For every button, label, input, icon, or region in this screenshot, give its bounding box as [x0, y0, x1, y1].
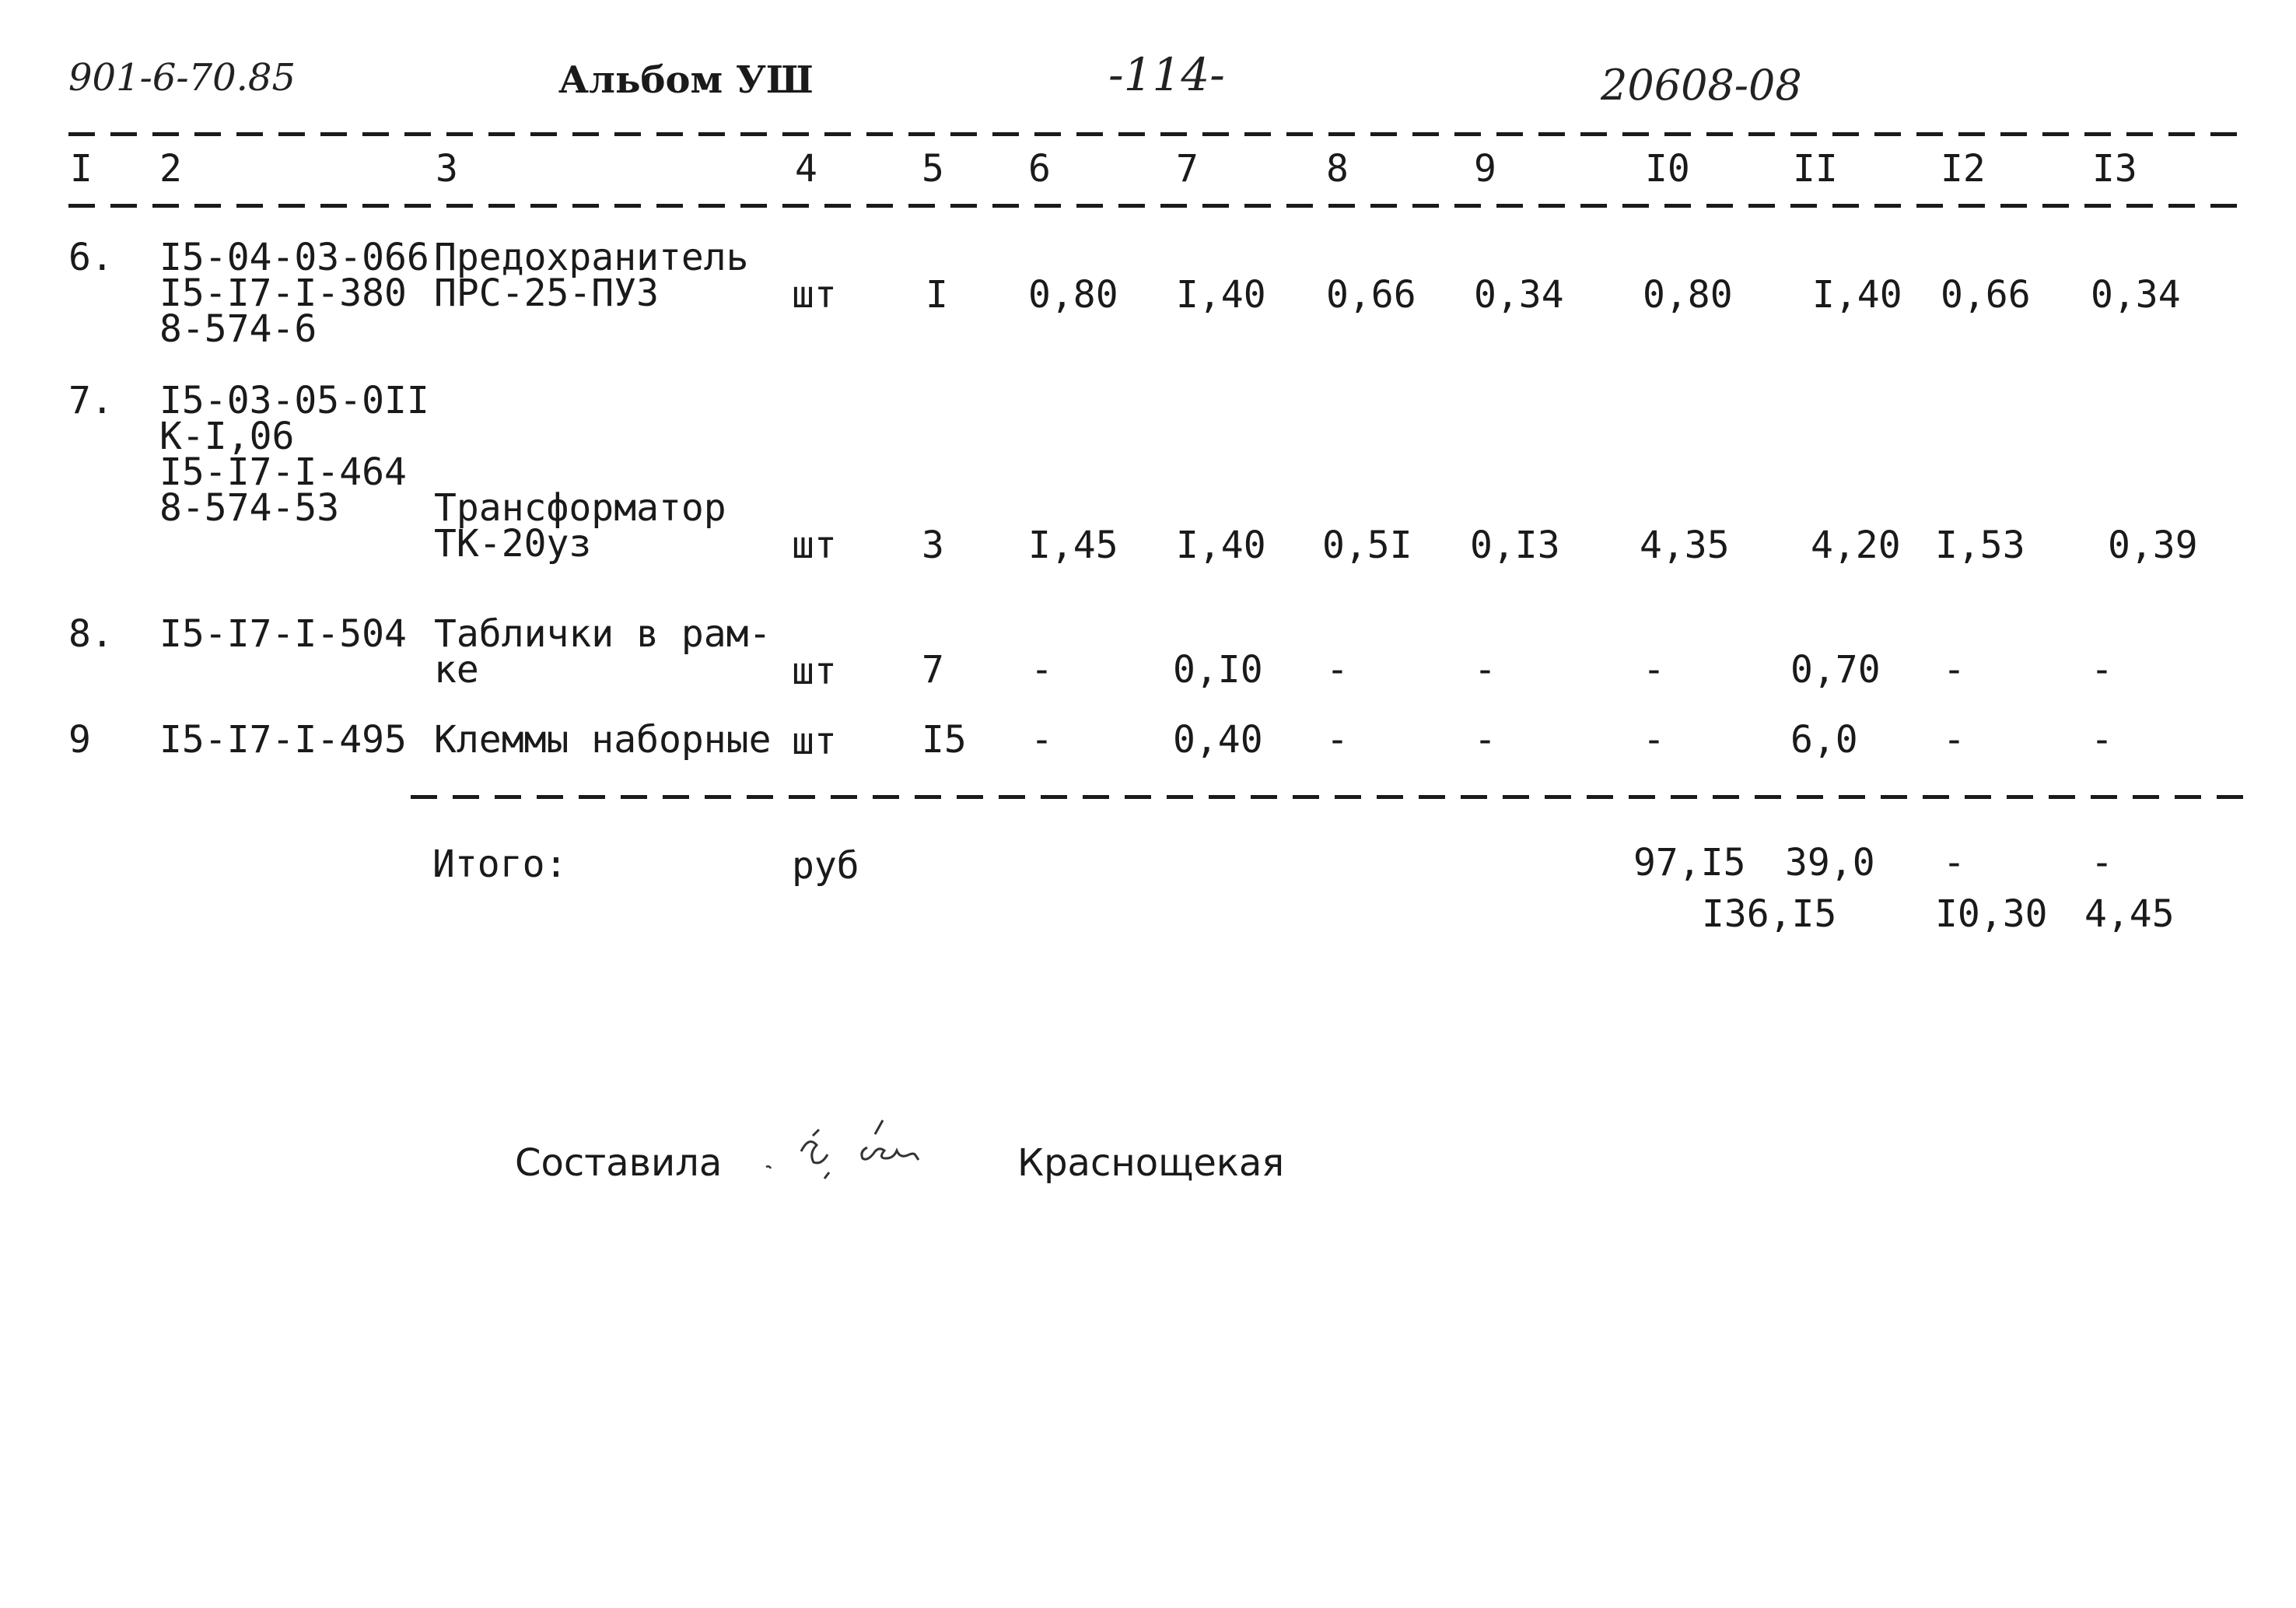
name-line: ПРС-25-ПУЗ	[434, 272, 659, 315]
row-qty: 3	[922, 524, 944, 567]
name-line: Трансформатор	[434, 486, 726, 530]
name-line: Предохранитель	[434, 236, 749, 279]
column-header: 3	[436, 147, 458, 191]
code-line: 8-574-53	[159, 486, 340, 530]
name-line: Клеммы наборные	[434, 718, 772, 762]
row-col12: I,53	[1935, 524, 2025, 567]
column-header: 9	[1474, 147, 1496, 191]
column-header: 4	[795, 147, 817, 191]
row-col10: -	[1643, 648, 1665, 692]
total-sum-10-11: I36,I5	[1702, 892, 1837, 936]
total-unit: руб	[792, 844, 859, 888]
row-col13: 0,34	[2091, 273, 2181, 317]
row-col8: 0,66	[1326, 273, 1416, 317]
totals-rule	[411, 795, 2254, 799]
compiled-by-label: Составила	[515, 1141, 723, 1185]
column-header: I3	[2092, 147, 2137, 191]
row-name	[434, 236, 749, 315]
row-codes	[159, 236, 429, 351]
row-unit: шт	[792, 650, 837, 693]
row-col6: -	[1031, 648, 1053, 692]
code-line: I5-I7-I-495	[159, 718, 407, 762]
row-col6: -	[1031, 718, 1053, 762]
code-line: K-I,06	[159, 415, 295, 458]
row-col7: 0,40	[1173, 718, 1263, 762]
row-col10: 0,80	[1643, 273, 1733, 317]
album-label: Альбом УШ	[558, 58, 814, 102]
total-col13: -	[2091, 841, 2113, 885]
row-col12: -	[1943, 648, 1965, 692]
row-col13: 0,39	[2108, 524, 2198, 567]
name-line: Таблички в рам-	[434, 612, 772, 656]
row-name	[434, 486, 726, 566]
code-line: 8-574-6	[159, 307, 317, 351]
total-col13-sum: 4,45	[2084, 892, 2175, 936]
column-header: 2	[159, 147, 182, 191]
column-header: I	[70, 147, 93, 191]
row-number: 9	[68, 718, 91, 762]
row-col11: I,40	[1812, 273, 1902, 317]
name-line: ТК-20уз	[434, 522, 592, 566]
row-qty: I	[926, 273, 948, 317]
code-line: I5-I7-I-380	[159, 272, 407, 315]
row-unit: шт	[792, 524, 837, 567]
compiler-name: Краснощекая	[1017, 1141, 1285, 1185]
row-codes	[159, 612, 407, 656]
column-header: 7	[1176, 147, 1199, 191]
row-col12: -	[1943, 718, 1965, 762]
total-label: Итого:	[432, 843, 568, 886]
row-col8: -	[1326, 648, 1349, 692]
column-header: I0	[1645, 147, 1690, 191]
column-header: 5	[922, 147, 944, 191]
row-codes	[159, 718, 407, 762]
row-col11: 0,70	[1790, 648, 1881, 692]
code-line: I5-04-03-066	[159, 236, 429, 279]
row-col10: 4,35	[1640, 524, 1730, 567]
row-unit: шт	[792, 273, 837, 317]
total-col12-sum: I0,30	[1935, 892, 2048, 936]
row-col13: -	[2091, 718, 2113, 762]
row-name	[434, 718, 772, 762]
row-col7: I,40	[1176, 524, 1266, 567]
code-line: I5-I7-I-504	[159, 612, 407, 656]
row-col12: 0,66	[1941, 273, 2031, 317]
column-header: 6	[1028, 147, 1051, 191]
row-number: 7.	[68, 379, 114, 422]
row-col13: -	[2091, 648, 2113, 692]
total-col10: 97,I5	[1633, 841, 1746, 885]
row-col6: I,45	[1028, 524, 1118, 567]
project-code: 20608-08	[1601, 61, 1802, 110]
row-col8: -	[1326, 718, 1349, 762]
total-col12: -	[1943, 841, 1965, 885]
code-line: I5-I7-I-464	[159, 450, 407, 494]
row-col9: -	[1474, 648, 1496, 692]
row-col7: 0,I0	[1173, 648, 1263, 692]
row-name	[434, 612, 772, 692]
row-col10: -	[1643, 718, 1665, 762]
total-col11: 39,0	[1785, 841, 1875, 885]
header-bottom-rule	[68, 204, 2238, 208]
row-col9: -	[1474, 718, 1496, 762]
name-line: ке	[434, 648, 479, 692]
page-number: -114-	[1108, 48, 1225, 101]
row-col11: 4,20	[1811, 524, 1901, 567]
row-number: 6.	[68, 236, 114, 279]
row-qty: 7	[922, 648, 944, 692]
row-col9: 0,I3	[1470, 524, 1560, 567]
column-header: 8	[1326, 147, 1349, 191]
row-unit: шт	[792, 720, 837, 763]
doc-code: 901-6-70.85	[68, 56, 296, 100]
handwritten-signature	[758, 1105, 992, 1198]
header-top-rule	[68, 132, 2238, 136]
column-header: I2	[1941, 147, 1986, 191]
row-number: 8.	[68, 612, 114, 656]
row-col11: 6,0	[1790, 718, 1858, 762]
row-col8: 0,5I	[1322, 524, 1412, 567]
column-header: II	[1793, 147, 1838, 191]
code-line: I5-03-05-0II	[159, 379, 429, 422]
row-col9: 0,34	[1474, 273, 1564, 317]
row-col7: I,40	[1176, 273, 1266, 317]
row-qty: I5	[922, 718, 967, 762]
row-col6: 0,80	[1028, 273, 1118, 317]
row-codes	[159, 379, 429, 530]
